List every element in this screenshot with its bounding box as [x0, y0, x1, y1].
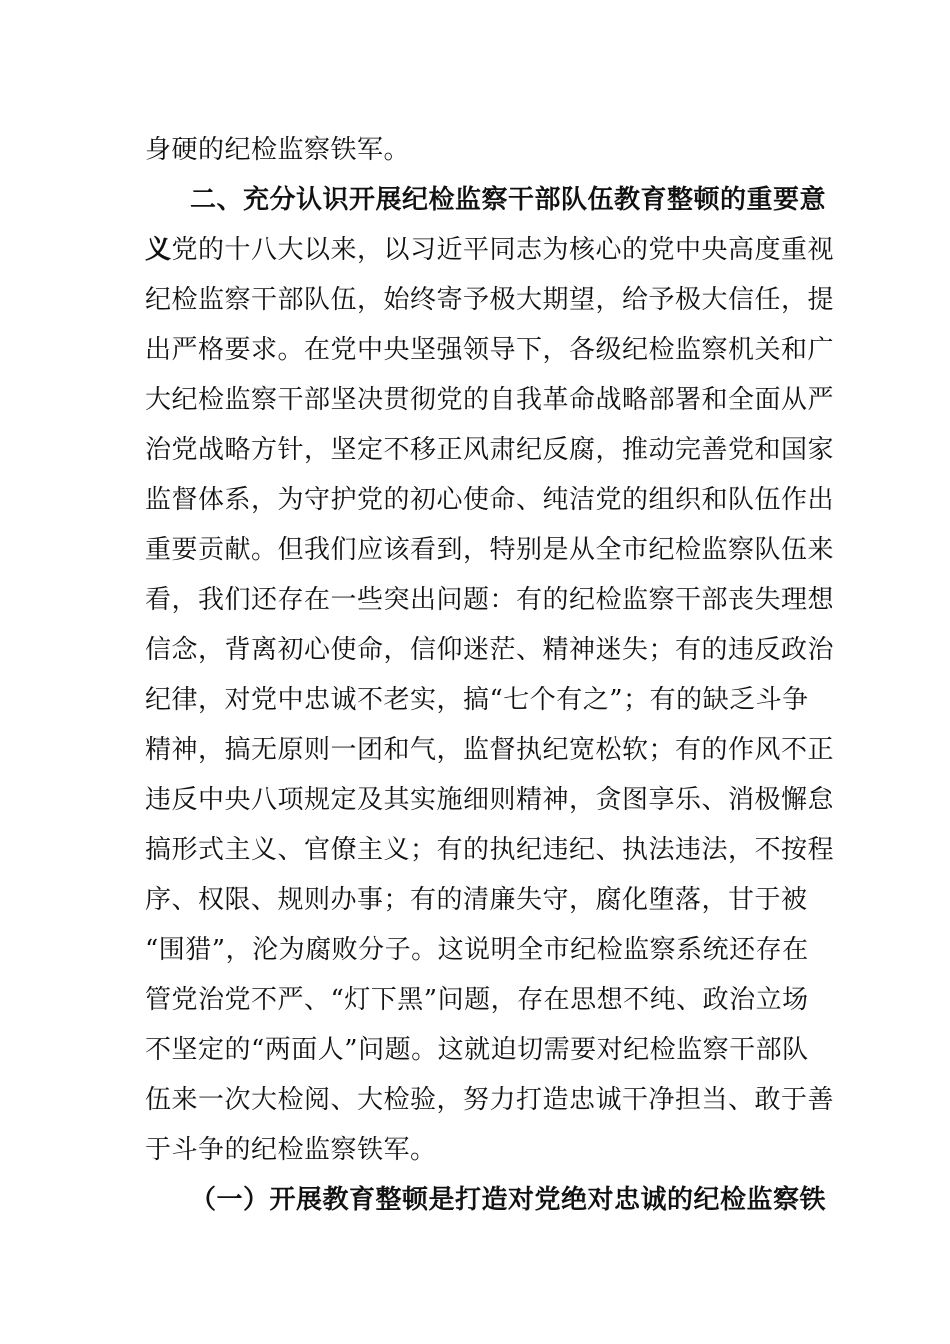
paragraph-line: 看，我们还存在一些突出问题：有的纪检监察干部丧失理想 [145, 585, 835, 615]
paragraph-line: 精神，搞无原则一团和气，监督执纪宽松软；有的作风不正 [145, 735, 835, 765]
paragraph-line: 信念，背离初心使命，信仰迷茫、精神迷失；有的违反政治 [145, 635, 835, 665]
paragraph-line: “围猎”，沦为腐败分子。这说明全市纪检监察系统还存在 [145, 935, 809, 965]
paragraph-line: 纪律，对党中忠诚不老实，搞“七个有之”；有的缺乏斗争 [145, 685, 809, 715]
paragraph-line: 重要贡献。但我们应该看到，特别是从全市纪检监察队伍来 [145, 535, 835, 565]
paragraph-line: 搞形式主义、官僚主义；有的执纪违纪、执法违法，不按程 [145, 835, 835, 865]
paragraph-line [145, 225, 835, 275]
paragraph-line: 序、权限、规则办事；有的清廉失守，腐化堕落，甘于被 [145, 885, 808, 915]
paragraph-line: 出严格要求。在党中央坚强领导下，各级纪检监察机关和广 [145, 335, 835, 365]
paragraph-line: 管党治党不严、“灯下黑”问题，存在思想不纯、政治立场 [145, 985, 809, 1015]
section-heading-tail: 义 [145, 235, 172, 265]
paragraph-line: 大纪检监察干部坚决贯彻党的自我革命战略部署和全面从严 [145, 385, 835, 415]
paragraph-line: 不坚定的“两面人”问题。这就迫切需要对纪检监察干部队 [145, 1035, 809, 1065]
paragraph-line: 伍来一次大检阅、大检验，努力打造忠诚干净担当、敢于善 [145, 1085, 835, 1115]
section-heading: 二、充分认识开展纪检监察干部队伍教育整顿的重要意 [190, 185, 827, 215]
paragraph-line: 身硬的纪检监察铁军。 [145, 135, 411, 165]
paragraph-text: 党的十八大以来，以习近平同志为核心的党中央高度重视 [171, 235, 835, 265]
paragraph-line: 监督体系，为守护党的初心使命、纯洁党的组织和队伍作出 [145, 485, 835, 515]
paragraph-line: 纪检监察干部队伍，始终寄予极大期望，给予极大信任，提 [145, 285, 835, 315]
paragraph-line: 治党战略方针，坚定不移正风肃纪反腐，推动完善党和国家 [145, 435, 835, 465]
paragraph-line: 违反中央八项规定及其实施细则精神，贪图享乐、消极懈怠 [145, 785, 835, 815]
subsection-heading: （一）开展教育整顿是打造对党绝对忠诚的纪检监察铁 [190, 1185, 827, 1215]
paragraph-line: 于斗争的纪检监察铁军。 [145, 1135, 437, 1165]
